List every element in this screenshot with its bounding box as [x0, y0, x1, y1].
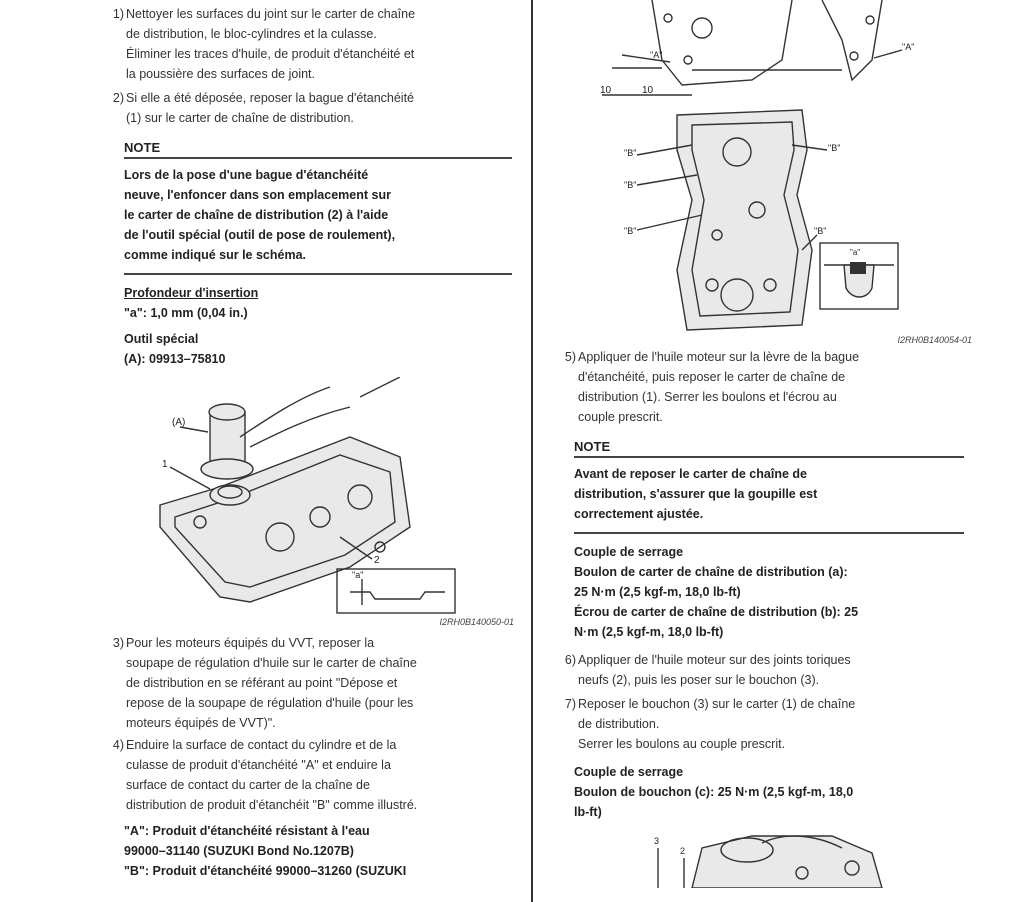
- sealant-b-line: "B": Produit d'étanchéité 99000–31260 (SUZUKI: [124, 864, 407, 878]
- step-line: neufs (2), puis les poser sur le bouchon (3).: [578, 673, 820, 687]
- step-line: couple prescrit.: [578, 410, 663, 424]
- step-line: distribution de produit d'étanchéit "B" comme illustré.: [126, 798, 418, 812]
- figure-code: I2RH0B140050-01: [439, 617, 514, 627]
- step-6: [552, 650, 972, 690]
- step-number: 2): [112, 91, 124, 105]
- step-line: Si elle a été déposée, reposer la bague d'étanchéité: [126, 91, 415, 105]
- note-line: distribution, s'assurer que la goupille est: [574, 487, 818, 501]
- step-line: de distribution, le bloc-cylindres et la culasse.: [126, 27, 377, 41]
- depth-title: Profondeur d'insertion: [124, 286, 259, 300]
- figure-label-sealant-a: "A": [902, 42, 915, 52]
- step-5: [552, 347, 972, 427]
- figure-label-1: 1: [162, 459, 168, 470]
- step-2: [100, 88, 520, 128]
- step-line: Pour les moteurs équipés du VVT, reposer la: [126, 636, 375, 650]
- step-line: culasse de produit d'étanchéité "A" et enduire la: [126, 758, 391, 772]
- figure-sealant-application: [552, 0, 972, 345]
- note-title: NOTE: [124, 140, 161, 155]
- torque-title: Couple de serrage: [574, 545, 684, 559]
- tool-value: (A): 09913–75810: [124, 352, 226, 366]
- note-title: NOTE: [574, 439, 611, 454]
- torque-line: N·m (2,5 kgf-m, 18,0 lb-ft): [574, 625, 724, 639]
- step-line: surface de contact du carter de la chaîne de: [126, 778, 370, 792]
- step-line: Reposer le bouchon (3) sur le carter (1) de chaîne: [578, 697, 856, 711]
- note-line: Avant de reposer le carter de chaîne de: [574, 467, 807, 481]
- figure-label-sealant-b: "B": [624, 180, 637, 190]
- column-divider: [531, 0, 533, 902]
- step-line: (1) sur le carter de chaîne de distribution.: [126, 111, 354, 125]
- note-line: comme indiqué sur le schéma.: [124, 248, 307, 262]
- figure-label-10: 10: [642, 85, 654, 96]
- note-line: de l'outil spécial (outil de pose de roulement),: [124, 228, 396, 242]
- step-line: repose de la soupape de régulation d'huile (pour les: [126, 696, 414, 710]
- torque2-line: lb-ft): [574, 805, 602, 819]
- step-number: 7): [564, 697, 576, 711]
- note-box: [574, 456, 964, 534]
- step-line: distribution (1). Serrer les boulons et l'écrou au: [578, 390, 837, 404]
- figure-label-2: 2: [680, 846, 686, 856]
- step-line: de distribution en se référant au point "Dépose et: [126, 676, 398, 690]
- figure-seal-installation: [100, 377, 520, 627]
- torque-line: 25 N·m (2,5 kgf-m, 18,0 lb-ft): [574, 585, 741, 599]
- note-line: neuve, l'enfoncer dans son emplacement sur: [124, 188, 391, 202]
- figure-plug: [552, 828, 972, 888]
- step-line: de distribution.: [578, 717, 660, 731]
- figure-label-insert-depth: "a": [352, 570, 364, 580]
- step-line: Appliquer de l'huile moteur sur des joints toriques: [578, 653, 851, 667]
- step-line: Éliminer les traces d'huile, de produit d'étanchéité et: [126, 47, 415, 61]
- torque-line: Écrou de carter de chaîne de distribution (b): 25: [574, 605, 859, 619]
- figure-label-sealant-b: "B": [814, 226, 827, 236]
- step-line: Serrer les boulons au couple prescrit.: [578, 737, 786, 751]
- step-1: [100, 4, 520, 84]
- step-4: [100, 735, 520, 815]
- figure-label-a-tool: (A): [172, 417, 186, 428]
- figure-label-bead-width: "a": [850, 248, 861, 257]
- figure-label-sealant-a: "A": [650, 50, 663, 60]
- figure-label-sealant-b: "B": [828, 143, 841, 153]
- figure-code: I2RH0B140054-01: [897, 335, 972, 345]
- step-7: [552, 694, 972, 754]
- step-line: Appliquer de l'huile moteur sur la lèvre de la bague: [578, 350, 860, 364]
- figure-label-sealant-b: "B": [624, 226, 637, 236]
- note-box: [124, 157, 512, 275]
- figure-label-sealant-b: "B": [624, 148, 637, 158]
- right-column: [552, 0, 972, 888]
- step-line: d'étanchéité, puis reposer le carter de chaîne de: [578, 370, 846, 384]
- torque2-line: Boulon de bouchon (c): 25 N·m (2,5 kgf-m, 18,0: [574, 785, 854, 799]
- step-line: moteurs équipés de VVT)".: [126, 716, 276, 730]
- step-line: la poussière des surfaces de joint.: [126, 67, 315, 81]
- torque2-title: Couple de serrage: [574, 765, 684, 779]
- note-line: correctement ajustée.: [574, 507, 704, 521]
- step-number: 6): [564, 653, 576, 667]
- step-number: 5): [564, 350, 576, 364]
- torque-line: Boulon de carter de chaîne de distribution (a):: [574, 565, 848, 579]
- step-line: Nettoyer les surfaces du joint sur le carter de chaîne: [126, 7, 416, 21]
- figure-label-2: 2: [374, 555, 380, 566]
- step-number: 3): [112, 636, 124, 650]
- step-number: 1): [112, 7, 124, 21]
- note-line: Lors de la pose d'une bague d'étanchéité: [124, 168, 369, 182]
- note-line: le carter de chaîne de distribution (2) à l'aide: [124, 208, 389, 222]
- depth-value: "a": 1,0 mm (0,04 in.): [124, 306, 248, 320]
- figure-label-3: 3: [654, 836, 660, 846]
- sealant-a-line-1: "A": Produit d'étanchéité résistant à l'eau: [124, 824, 370, 838]
- sealant-a-line-2: 99000–31140 (SUZUKI Bond No.1207B): [124, 844, 354, 858]
- left-column: [100, 0, 520, 881]
- step-number: 4): [112, 738, 124, 752]
- tool-title: Outil spécial: [124, 332, 199, 346]
- step-line: Enduire la surface de contact du cylindre et de la: [126, 738, 397, 752]
- step-3: [100, 633, 520, 733]
- step-line: soupape de régulation d'huile sur le carter de chaîne: [126, 656, 417, 670]
- figure-label-10: 10: [600, 85, 612, 96]
